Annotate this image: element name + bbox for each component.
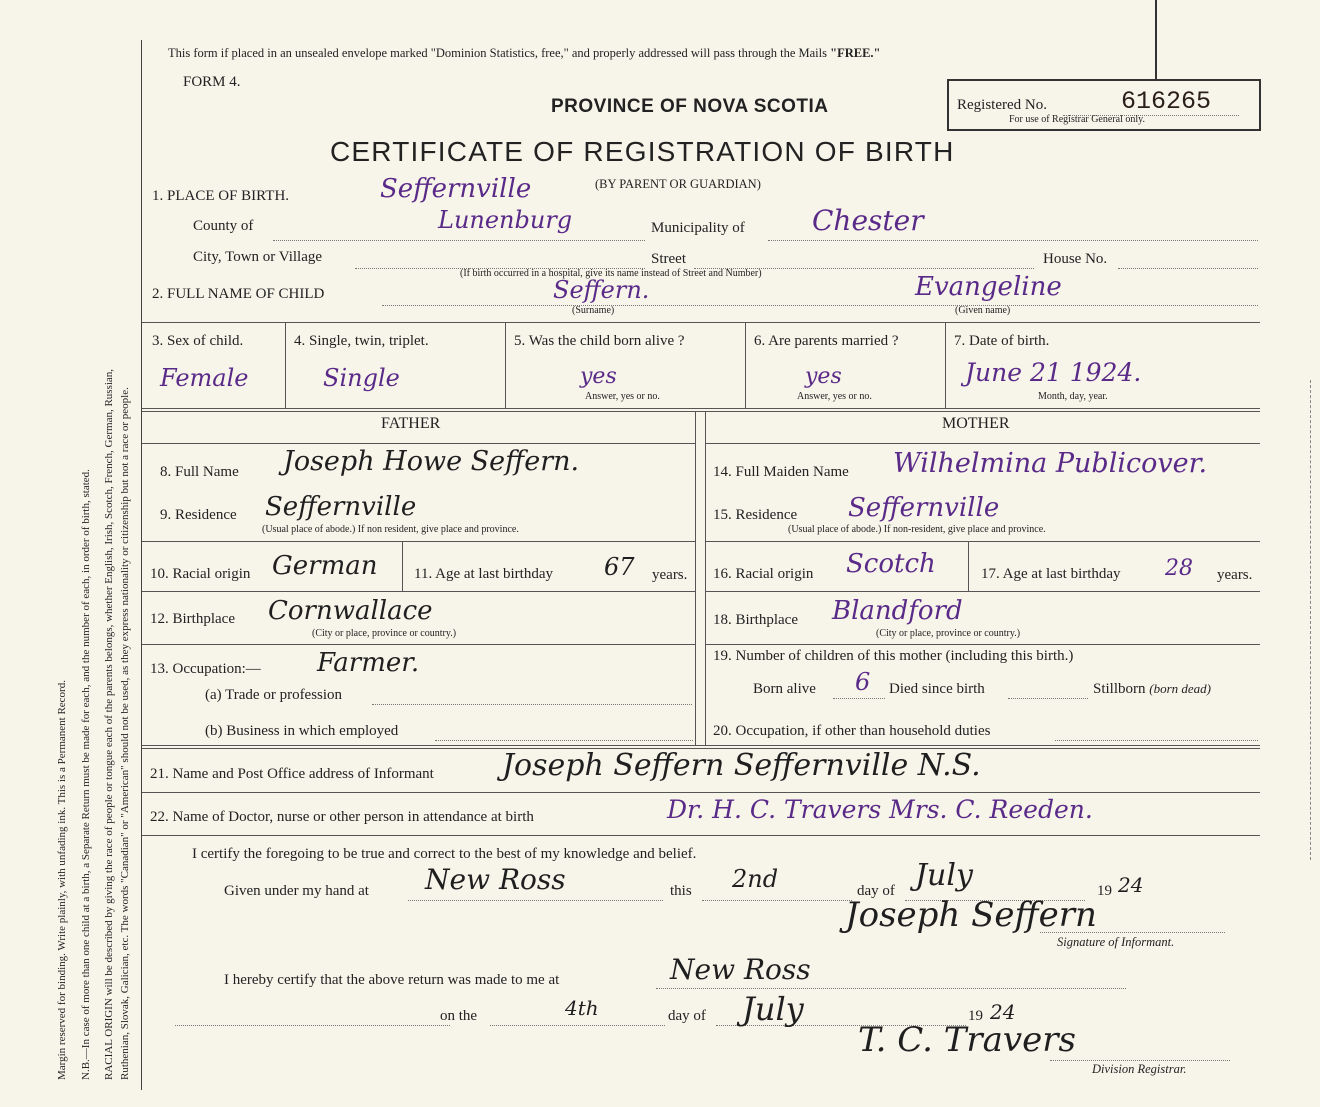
given-day-value: 2nd [732, 865, 779, 893]
born-alive-caption: Answer, yes or no. [585, 391, 660, 402]
father-name-value: Joseph Howe Seffern. [283, 446, 580, 477]
born-alive-count-rule [833, 698, 885, 699]
registered-label: Registered No. [957, 97, 1047, 113]
father-residence-label: 9. Residence [160, 507, 237, 523]
province-heading: PROVINCE OF NOVA SCOTIA [551, 96, 829, 117]
form-number: FORM 4. [183, 74, 241, 90]
dob-caption: Month, day, year. [1038, 391, 1108, 402]
doctor-label: 22. Name of Doctor, nurse or other person in attendance at birth [150, 809, 534, 825]
born-alive-label: 5. Was the child born alive ? [514, 333, 685, 349]
registered-box [947, 79, 1261, 131]
born-alive-count-value: 6 [855, 668, 871, 696]
died-since-rule [1008, 698, 1088, 699]
city-label: City, Town or Village [193, 249, 323, 265]
municipality-rule [768, 240, 1258, 241]
father-name-label: 8. Full Name [160, 464, 239, 480]
hereby-label: I hereby certify that the above return was made to me at [224, 972, 560, 988]
form-left-border [141, 40, 142, 1090]
born-alive-count-label: Born alive [753, 681, 816, 697]
informant-value: Joseph Seffern Seffernville N.S. [502, 748, 981, 783]
mother-name-value: Wilhelmina Publicover. [893, 448, 1208, 479]
father-birthplace-caption: (City or place, province or country.) [312, 628, 457, 639]
dob-value: June 21 1924. [965, 358, 1142, 387]
county-label: County of [193, 218, 254, 234]
certificate-title: CERTIFICATE OF REGISTRATION OF BIRTH [330, 136, 955, 167]
row-22-rule [142, 835, 1260, 836]
mother-age-label: 17. Age at last birthday [981, 566, 1121, 582]
postal-notice: This form if placed in an unsealed envelope marked "Dominion Statistics, free," and properly addressed will pass through the Mails "FREE." [168, 46, 881, 60]
mother-name-label: 14. Full Maiden Name [713, 464, 849, 480]
died-since-label: Died since birth [889, 681, 985, 697]
informant-signature-rule [1040, 932, 1225, 933]
given-at-value: New Ross [425, 863, 566, 896]
father-racial-divider [402, 541, 403, 591]
made-month-value: July [742, 990, 804, 1028]
made-at-rule [656, 988, 1126, 989]
municipality-value: Chester [812, 204, 924, 237]
mother-abode-caption: (Usual place of abode.) If non-resident, give place and province. [788, 524, 1046, 535]
year-prefix-label: 19 [1097, 883, 1112, 899]
given-name-caption: (Given name) [955, 305, 1011, 316]
given-year-value: 24 [1118, 873, 1144, 897]
made-year-value: 24 [990, 1000, 1016, 1024]
business-label: (b) Business in which employed [205, 723, 399, 739]
mother-age-value: 28 [1165, 556, 1193, 581]
children-count-label: 19. Number of children of this mother (including this birth.) [713, 648, 1074, 664]
on-the-label: on the [440, 1008, 478, 1024]
given-under-label: Given under my hand at [224, 883, 369, 899]
registrar-signature-rule [1050, 1060, 1230, 1061]
father-heading: FATHER [381, 415, 441, 432]
sex-label: 3. Sex of child. [152, 333, 244, 349]
mother-header-rule [705, 443, 1260, 444]
father-birthplace-value: Cornwallace [268, 596, 433, 626]
plurality-label: 4. Single, twin, triplet. [294, 333, 429, 349]
trade-rule [372, 704, 692, 705]
dob-label: 7. Date of birth. [954, 333, 1050, 349]
mother-racial-divider [968, 541, 969, 591]
trade-label: (a) Trade or profession [205, 687, 343, 703]
pen-stroke [1155, 0, 1157, 80]
certify-statement: I certify the foregoing to be true and correct to the best of my knowledge and belief. [192, 846, 697, 862]
made-left-rule [175, 1025, 450, 1026]
mother-birthplace-label: 18. Birthplace [713, 612, 798, 628]
municipality-label: Municipality of [651, 220, 745, 236]
mother-heading: MOTHER [942, 415, 1010, 432]
child-given-value: Evangeline [915, 272, 1062, 302]
mother-residence-value: Seffernville [848, 493, 1000, 523]
mother-row-15-rule [705, 541, 1260, 542]
child-name-label: 2. FULL NAME OF CHILD [152, 286, 325, 302]
house-no-label: House No. [1043, 251, 1108, 267]
child-surname-value: Seffern. [553, 276, 650, 304]
informant-signature-caption: Signature of Informant. [1057, 935, 1175, 949]
row-3-divider-4 [945, 322, 946, 408]
made-at-value: New Ross [670, 953, 811, 986]
father-residence-value: Seffernville [265, 492, 417, 522]
mother-age-unit: years. [1217, 567, 1253, 583]
given-month-value: July [915, 858, 973, 893]
made-day-value: 4th [565, 996, 599, 1020]
father-age-unit: years. [652, 567, 688, 583]
father-age-label: 11. Age at last birthday [414, 566, 553, 582]
row-19-bottom [142, 745, 1260, 746]
mother-occupation-rule [1055, 740, 1258, 741]
row-3-top [142, 322, 1260, 323]
surname-caption: (Surname) [572, 305, 615, 316]
street-label: Street [651, 251, 686, 267]
sex-value: Female [160, 364, 249, 392]
right-edge-mark [1310, 380, 1311, 860]
informant-signature: Joseph Seffern [845, 895, 1097, 935]
margin-line-4: Ruthenian, Slovak, Galician, etc. The words "Canadian" or "American" should not be used, as they express nationality or citizenship but not a race or people. [119, 387, 131, 1080]
given-at-rule [408, 900, 663, 901]
married-value: yes [805, 364, 842, 389]
margin-line-2: N.B.—In case of more than one child at a birth, a Separate Return must be made for each, and the number of each, in order of birth, stated. [80, 469, 92, 1080]
born-alive-value: yes [580, 364, 617, 389]
mother-birthplace-value: Blandford [832, 596, 963, 626]
place-of-birth-label: 1. PLACE OF BIRTH. [152, 188, 290, 204]
registered-number: 616265 [1121, 87, 1212, 116]
father-row-10-rule [142, 591, 695, 592]
registrar-note: For use of Registrar General only. [1009, 114, 1145, 125]
column-divider-left [695, 411, 696, 745]
father-age-value: 67 [604, 553, 635, 581]
registrar-signature: T. C. Travers [858, 1020, 1076, 1060]
division-registrar-caption: Division Registrar. [1092, 1062, 1187, 1076]
father-abode-caption: (Usual place of abode.) If non resident, give place and province. [262, 524, 519, 535]
hospital-note: (If birth occurred in a hospital, give its name instead of Street and Number) [460, 268, 762, 279]
married-label: 6. Are parents married ? [754, 333, 899, 349]
column-divider-right [705, 411, 706, 745]
row-3-divider-3 [745, 322, 746, 408]
child-name-rule [382, 305, 1258, 306]
mother-residence-label: 15. Residence [713, 507, 798, 523]
this-label: this [670, 883, 692, 899]
mother-birthplace-caption: (City or place, province or country.) [876, 628, 1021, 639]
county-rule [273, 240, 645, 241]
given-day-rule [702, 900, 852, 901]
married-caption: Answer, yes or no. [797, 391, 872, 402]
made-day-rule [490, 1025, 665, 1026]
father-header-rule [142, 443, 695, 444]
stillborn-label: Stillborn (born dead) [1093, 681, 1212, 697]
informant-label: 21. Name and Post Office address of Informant [150, 766, 434, 782]
margin-line-1: Margin reserved for binding. Write plainly, with unfading ink. This is a Permanent Record. [56, 680, 68, 1080]
father-racial-value: German [272, 551, 378, 581]
father-racial-label: 10. Racial origin [150, 566, 251, 582]
row-21-rule [142, 792, 1260, 793]
father-occupation-value: Farmer. [317, 648, 420, 678]
mother-row-18-rule [705, 644, 1260, 645]
business-rule [435, 740, 693, 741]
margin-line-3: RACIAL ORIGIN will be described by giving the race of people or tongue each of the parents belongs, whether English, Irish, Scotch, French, German, Russian, [103, 368, 115, 1080]
doctor-value: Dr. H. C. Travers Mrs. C. Reeden. [667, 795, 1093, 824]
year-prefix-2-label: 19 [968, 1008, 983, 1024]
row-3-divider-1 [285, 322, 286, 408]
certificate-subtitle: (BY PARENT OR GUARDIAN) [595, 177, 761, 191]
father-row-9-rule [142, 541, 695, 542]
mother-row-16-rule [705, 591, 1260, 592]
row-3-divider-2 [505, 322, 506, 408]
mother-occupation-label: 20. Occupation, if other than household duties [713, 723, 991, 739]
mother-racial-value: Scotch [846, 549, 936, 579]
father-birthplace-label: 12. Birthplace [150, 611, 235, 627]
father-occupation-label: 13. Occupation:— [150, 661, 261, 677]
mother-racial-label: 16. Racial origin [713, 566, 814, 582]
day-of-label: day of [857, 883, 895, 899]
place-of-birth-value: Seffernville [380, 174, 532, 204]
county-value: Lunenburg [438, 206, 573, 234]
row-3-bottom-double [142, 411, 1260, 412]
row-3-bottom [142, 408, 1260, 409]
father-row-12-rule [142, 644, 695, 645]
plurality-value: Single [323, 364, 400, 392]
day-of-2-label: day of [668, 1008, 706, 1024]
house-no-rule [1118, 268, 1258, 269]
